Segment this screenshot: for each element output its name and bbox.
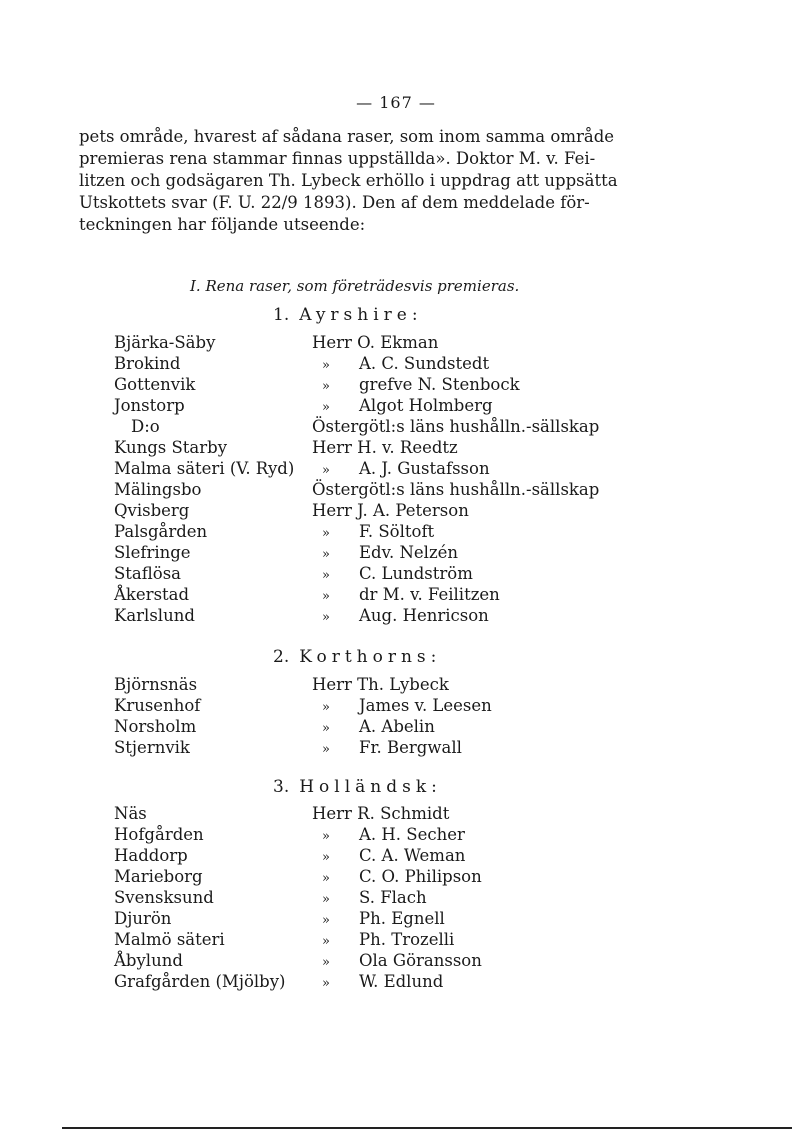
owner-name: » A. Abelin bbox=[322, 717, 435, 736]
page-number: — 167 — bbox=[356, 93, 436, 112]
group-list-hollandsk bbox=[0, 803, 792, 992]
table-row bbox=[0, 950, 792, 971]
farm-name: Haddorp bbox=[114, 846, 188, 865]
table-row bbox=[0, 929, 792, 950]
group-heading-ayrshire bbox=[273, 305, 423, 325]
table-row bbox=[0, 521, 792, 542]
owner-name: » dr M. v. Feilitzen bbox=[322, 585, 500, 604]
table-row bbox=[0, 563, 792, 584]
farm-name: Svensksund bbox=[114, 888, 214, 907]
table-row bbox=[0, 605, 792, 626]
farm-name: Grafgården (Mjölby) bbox=[114, 972, 286, 991]
table-row bbox=[0, 353, 792, 374]
table-row bbox=[0, 395, 792, 416]
farm-name: Mälingsbo bbox=[114, 480, 202, 499]
table-row bbox=[0, 458, 792, 479]
farm-name: Marieborg bbox=[114, 867, 203, 886]
farm-name: Brokind bbox=[114, 354, 181, 373]
farm-name: Slefringe bbox=[114, 543, 191, 562]
table-row bbox=[0, 584, 792, 605]
page-edge-rule bbox=[62, 1127, 792, 1129]
owner-name: » F. Söltoft bbox=[322, 522, 435, 541]
table-row bbox=[0, 437, 792, 458]
table-row bbox=[0, 737, 792, 758]
owner-name: » Ola Göransson bbox=[322, 951, 482, 970]
farm-name: Karlslund bbox=[114, 606, 195, 625]
group-number: 3. bbox=[273, 777, 290, 797]
farm-name: Åkerstad bbox=[114, 585, 190, 604]
farm-name: Kungs Starby bbox=[114, 438, 228, 457]
owner-name: Herr Th. Lybeck bbox=[312, 675, 449, 694]
farm-name: Bjärka-Säby bbox=[114, 333, 216, 352]
group-list-korthorns bbox=[0, 674, 792, 758]
table-row bbox=[0, 908, 792, 929]
owner-name: » grefve N. Stenbock bbox=[322, 375, 520, 394]
table-row bbox=[0, 803, 792, 824]
owner-name: Herr O. Ekman bbox=[312, 333, 439, 352]
farm-name: Palsgården bbox=[114, 522, 208, 541]
intro-line: teckningen har följande utseende: bbox=[79, 215, 366, 234]
farm-name: Djurön bbox=[114, 909, 172, 928]
farm-name: D:o bbox=[131, 417, 160, 436]
table-row bbox=[0, 845, 792, 866]
farm-name: Krusenhof bbox=[114, 696, 201, 715]
group-heading-korthorns bbox=[273, 647, 441, 667]
group-heading-hollandsk bbox=[273, 777, 442, 797]
farm-name: Norsholm bbox=[114, 717, 197, 736]
table-row bbox=[0, 500, 792, 521]
owner-name: » A. J. Gustafsson bbox=[322, 459, 490, 478]
owner-name: » A. C. Sundstedt bbox=[322, 354, 490, 373]
table-row bbox=[0, 374, 792, 395]
group-number: 1. bbox=[273, 305, 290, 325]
group-name: Ayrshire: bbox=[299, 305, 423, 325]
table-row bbox=[0, 866, 792, 887]
owner-name: » Ph. Egnell bbox=[322, 909, 445, 928]
owner-name: » C. Lundström bbox=[322, 564, 473, 583]
table-row bbox=[0, 479, 792, 500]
table-row bbox=[0, 332, 792, 353]
table-row bbox=[0, 716, 792, 737]
farm-name: Björnsnäs bbox=[114, 675, 198, 694]
owner-name: » Aug. Henricson bbox=[322, 606, 489, 625]
farm-name: Qvisberg bbox=[114, 501, 190, 520]
table-row bbox=[0, 674, 792, 695]
group-list-ayrshire bbox=[0, 332, 792, 626]
owner-name: Östergötl:s läns hushålln.-sällskap bbox=[312, 480, 600, 499]
owner-name: Östergötl:s läns hushålln.-sällskap bbox=[312, 417, 600, 436]
section-heading: I. Rena raser, som företrädesvis premieras. bbox=[190, 277, 520, 295]
owner-name: » A. H. Secher bbox=[322, 825, 465, 844]
farm-name: Jonstorp bbox=[114, 396, 185, 415]
group-name: Korthorns: bbox=[299, 647, 442, 667]
table-row bbox=[0, 971, 792, 992]
intro-paragraph bbox=[79, 126, 631, 236]
table-row bbox=[0, 887, 792, 908]
owner-name: » Fr. Bergwall bbox=[322, 738, 462, 757]
farm-name: Åbylund bbox=[114, 951, 183, 970]
owner-name: » Edv. Nelzén bbox=[322, 543, 459, 562]
farm-name: Malma säteri (V. Ryd) bbox=[114, 459, 295, 478]
owner-name: Herr H. v. Reedtz bbox=[312, 438, 458, 457]
owner-name: Herr J. A. Peterson bbox=[312, 501, 469, 520]
group-number: 2. bbox=[273, 647, 290, 667]
owner-name: Herr R. Schmidt bbox=[312, 804, 450, 823]
table-row bbox=[0, 416, 792, 437]
intro-line: Utskottets svar (F. U. 22/9 1893). Den af dem meddelade för- bbox=[79, 193, 590, 212]
owner-name: » S. Flach bbox=[322, 888, 427, 907]
farm-name: Malmö säteri bbox=[114, 930, 225, 949]
owner-name: » Algot Holmberg bbox=[322, 396, 493, 415]
table-row bbox=[0, 695, 792, 716]
owner-name: » Ph. Trozelli bbox=[322, 930, 455, 949]
intro-line: pets område, hvarest af sådana raser, som inom samma område bbox=[79, 127, 615, 146]
farm-name: Stjernvik bbox=[114, 738, 190, 757]
farm-name: Gottenvik bbox=[114, 375, 196, 394]
owner-name: » C. O. Philipson bbox=[322, 867, 482, 886]
owner-name: » W. Edlund bbox=[322, 972, 444, 991]
farm-name: Näs bbox=[114, 804, 147, 823]
intro-line: premieras rena stammar finnas uppställda». Doktor M. v. Fei- bbox=[79, 149, 596, 168]
farm-name: Staflösa bbox=[114, 564, 182, 583]
farm-name: Hofgården bbox=[114, 825, 204, 844]
table-row bbox=[0, 542, 792, 563]
group-name: Holländsk: bbox=[299, 777, 442, 797]
owner-name: » C. A. Weman bbox=[322, 846, 466, 865]
owner-name: » James v. Leesen bbox=[322, 696, 492, 715]
table-row bbox=[0, 824, 792, 845]
intro-line: litzen och godsägaren Th. Lybeck erhöllo i uppdrag att uppsätta bbox=[79, 171, 618, 190]
